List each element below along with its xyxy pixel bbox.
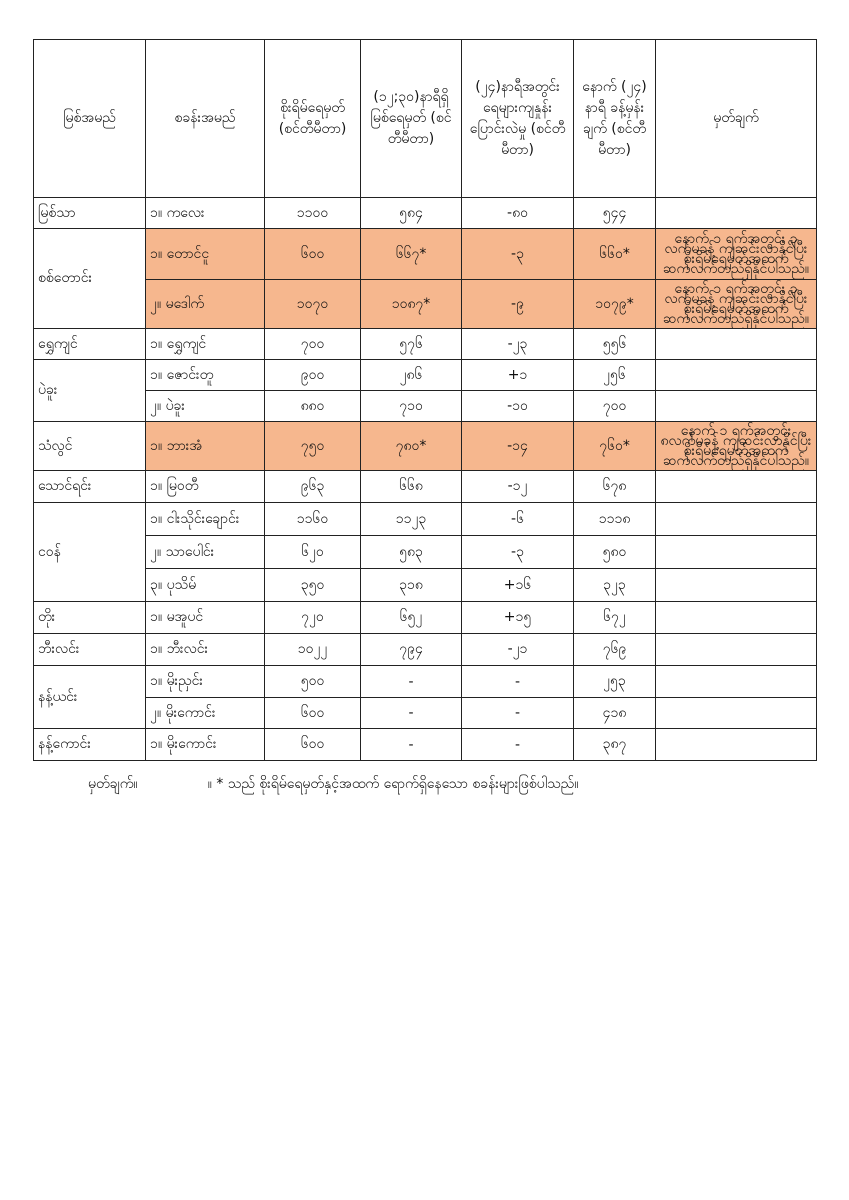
level-change-cell: +၁: [462, 360, 574, 391]
remark-cell: [656, 198, 817, 229]
forecast-cell: ၂၅၆: [574, 360, 656, 391]
level-change-cell: -၂၃: [462, 329, 574, 360]
remark-cell: နောက် ၁ ရက်အတွင်း ၃ လက်မခန့် ကျဆင်းလာနိုင်ပြီး စိုးရိမ်ရေမှတ်အထက် ဆက်လက်တည်ရှိနိုင်ပါသည်။: [656, 229, 817, 280]
station-name-cell: ၁။ ဘီးလင်း: [146, 634, 265, 666]
remark-cell: [656, 666, 817, 698]
forecast-cell: ၁၀၇၉*: [574, 280, 656, 329]
danger-level-cell: ၅၀၀: [265, 666, 361, 698]
river-name-cell: သံလွင်: [34, 422, 146, 471]
forecast-cell: ၇၆၉: [574, 634, 656, 666]
danger-level-cell: ၇၂၀: [265, 602, 361, 634]
station-name-cell: ၃။ ပုသိမ်: [146, 569, 265, 602]
current-level-cell: ၆၅၂: [361, 602, 462, 634]
danger-level-cell: ၃၅၀: [265, 569, 361, 602]
river-level-table: [33, 39, 817, 761]
danger-level-cell: ၁၁၆၀: [265, 503, 361, 536]
table-row: [34, 229, 817, 280]
remark-cell: နောက် ၁ ရက်အတွင်း ၃ လက်မခန့် ကျဆင်းလာနိုင်ပြီး စိုးရိမ်ရေမှတ်အထက် ဆက်လက်တည်ရှိနိုင်ပါသည်။: [656, 280, 817, 329]
station-name-cell: ၁။ ကလေး: [146, 198, 265, 229]
forecast-cell: ၁၁၁၈: [574, 503, 656, 536]
forecast-cell: ၄၁၈: [574, 698, 656, 729]
forecast-cell: ၇၆၀*: [574, 422, 656, 471]
station-name-cell: ၁။ ဘားအံ: [146, 422, 265, 471]
table-row: [34, 471, 817, 503]
table-row: [34, 634, 817, 666]
current-level-cell: ၆၆၇*: [361, 229, 462, 280]
forecast-cell: ၃၈၇: [574, 729, 656, 761]
current-level-cell: ၇၈၀*: [361, 422, 462, 471]
remark-cell: နောက် ၁ ရက်အတွင်း ၈လက်မခန့် ကျဆင်းလာနိုင်ပြီး စိုးရိမ်ရေမှတ်အထက် ဆက်လက်တည်ရှိနိုင်ပါသည်။: [656, 422, 817, 471]
table-row: [34, 698, 817, 729]
level-change-cell: -၈၀: [462, 198, 574, 229]
footnote-label: မှတ်ချက်။: [88, 776, 138, 792]
station-name-cell: ၂။ မိုးကောင်း: [146, 698, 265, 729]
station-name-cell: ၂။ ပဲခူး: [146, 391, 265, 422]
river-name-cell: စစ်တောင်း: [34, 229, 146, 329]
remark-cell: [656, 569, 817, 602]
forecast-cell: ၅၈၀: [574, 536, 656, 569]
header-row: [34, 40, 817, 198]
current-level-cell: ၅၈၃: [361, 536, 462, 569]
header-current-level: (၁၂;၃၀)နာရီရှိ မြစ်ရေမှတ် (စင်တီမီတာ): [361, 40, 462, 198]
river-name-cell: တိုး: [34, 602, 146, 634]
danger-level-cell: ၁၁၀၀: [265, 198, 361, 229]
river-name-cell: ငဝန်: [34, 503, 146, 602]
station-name-cell: ၁။ မိုးကောင်း: [146, 729, 265, 761]
table-row: [34, 729, 817, 761]
header-forecast: နောက် (၂၄) နာရီ ခန့်မှန်းချက် (စင်တီမီတာ): [574, 40, 656, 198]
remark-cell: [656, 536, 817, 569]
station-name-cell: ၁။ တောင်ငူ: [146, 229, 265, 280]
river-name-cell: ဘီးလင်း: [34, 634, 146, 666]
danger-level-cell: ၆၀၀: [265, 229, 361, 280]
danger-level-cell: ၆၀၀: [265, 698, 361, 729]
header-24h-change: (၂၄)နာရီအတွင်း ရေများကျနှုန်းပြောင်းလဲမှု (စင်တီမီတာ): [462, 40, 574, 198]
level-change-cell: -၁၂: [462, 471, 574, 503]
danger-level-cell: ၆၀၀: [265, 729, 361, 761]
table-row: [34, 391, 817, 422]
remark-cell: [656, 471, 817, 503]
river-name-cell: မြစ်သာ: [34, 198, 146, 229]
remark-cell: [656, 503, 817, 536]
table-row: [34, 536, 817, 569]
current-level-cell: ၅၈၄: [361, 198, 462, 229]
station-name-cell: ၁။ ရွှေကျင်: [146, 329, 265, 360]
table-row: [34, 666, 817, 698]
danger-level-cell: ၈၈၀: [265, 391, 361, 422]
table-row: [34, 503, 817, 536]
station-name-cell: ၁။ မြဝတီ: [146, 471, 265, 503]
station-name-cell: ၂။ မဒေါက်: [146, 280, 265, 329]
forecast-cell: ၅၄၄: [574, 198, 656, 229]
river-name-cell: သောင်ရင်း: [34, 471, 146, 503]
current-level-cell: ၁၁၂၃: [361, 503, 462, 536]
station-name-cell: ၁။ ငါးသိုင်းချောင်း: [146, 503, 265, 536]
level-change-cell: -၆: [462, 503, 574, 536]
remark-cell: [656, 698, 817, 729]
current-level-cell: ၅၇၆: [361, 329, 462, 360]
header-river: မြစ်အမည်: [34, 40, 146, 198]
station-name-cell: ၂။ သာပေါင်း: [146, 536, 265, 569]
level-change-cell: -၃: [462, 536, 574, 569]
remark-cell: [656, 329, 817, 360]
forecast-cell: ၆၆၀*: [574, 229, 656, 280]
level-change-cell: -၁၀: [462, 391, 574, 422]
level-change-cell: -၉: [462, 280, 574, 329]
remark-cell: [656, 602, 817, 634]
danger-level-cell: ၇၅၀: [265, 422, 361, 471]
level-change-cell: -၃: [462, 229, 574, 280]
table-row: [34, 602, 817, 634]
current-level-cell: -: [361, 729, 462, 761]
header-danger-level: စိုးရိမ်ရေမှတ် (စင်တီမီတာ): [265, 40, 361, 198]
header-remark: မှတ်ချက်: [656, 40, 817, 198]
remark-cell: [656, 391, 817, 422]
footnote-text: ။ * သည် စိုးရိမ်ရေမှတ်နှင့်အထက် ရောက်ရှိနေသော စခန်းများဖြစ်ပါသည်။: [207, 776, 579, 792]
remark-cell: [656, 729, 817, 761]
remark-cell: [656, 634, 817, 666]
station-name-cell: ၁။ မိုးညှင်း: [146, 666, 265, 698]
station-name-cell: ၁။ မအူပင်: [146, 602, 265, 634]
current-level-cell: ၇၉၄: [361, 634, 462, 666]
forecast-cell: ၅၅၆: [574, 329, 656, 360]
remark-cell: [656, 360, 817, 391]
table-row: [34, 329, 817, 360]
river-name-cell: ပဲခူး: [34, 360, 146, 422]
danger-level-cell: ၁၀၂၂: [265, 634, 361, 666]
header-station: စခန်းအမည်: [146, 40, 265, 198]
danger-level-cell: ၉၆၃: [265, 471, 361, 503]
danger-level-cell: ၇၀၀: [265, 329, 361, 360]
level-change-cell: +၁၅: [462, 602, 574, 634]
level-change-cell: -၂၁: [462, 634, 574, 666]
footnote: [88, 774, 578, 795]
forecast-cell: ၇၀၀: [574, 391, 656, 422]
river-name-cell: နန့်ယင်း: [34, 666, 146, 729]
river-name-cell: ရွှေကျင်: [34, 329, 146, 360]
level-change-cell: -၁၄: [462, 422, 574, 471]
current-level-cell: ၁၀၈၇*: [361, 280, 462, 329]
current-level-cell: ၇၁၀: [361, 391, 462, 422]
forecast-cell: ၂၅၃: [574, 666, 656, 698]
current-level-cell: ၃၁၈: [361, 569, 462, 602]
station-name-cell: ၁။ ဇောင်းတူ: [146, 360, 265, 391]
level-change-cell: -: [462, 729, 574, 761]
current-level-cell: -: [361, 698, 462, 729]
danger-level-cell: ၉၀၀: [265, 360, 361, 391]
table-row: [34, 280, 817, 329]
current-level-cell: -: [361, 666, 462, 698]
current-level-cell: ၆၆၈: [361, 471, 462, 503]
level-change-cell: -: [462, 698, 574, 729]
table-row: [34, 360, 817, 391]
river-name-cell: နန့်ကောင်း: [34, 729, 146, 761]
table-row: [34, 422, 817, 471]
table-row: [34, 198, 817, 229]
table-row: [34, 569, 817, 602]
danger-level-cell: ၁၀၇၀: [265, 280, 361, 329]
table-body: [34, 198, 817, 761]
current-level-cell: ၂၈၆: [361, 360, 462, 391]
level-change-cell: +၁၆: [462, 569, 574, 602]
forecast-cell: ၃၂၃: [574, 569, 656, 602]
danger-level-cell: ၆၂၀: [265, 536, 361, 569]
level-change-cell: -: [462, 666, 574, 698]
forecast-cell: ၆၇၈: [574, 471, 656, 503]
forecast-cell: ၆၇၂: [574, 602, 656, 634]
